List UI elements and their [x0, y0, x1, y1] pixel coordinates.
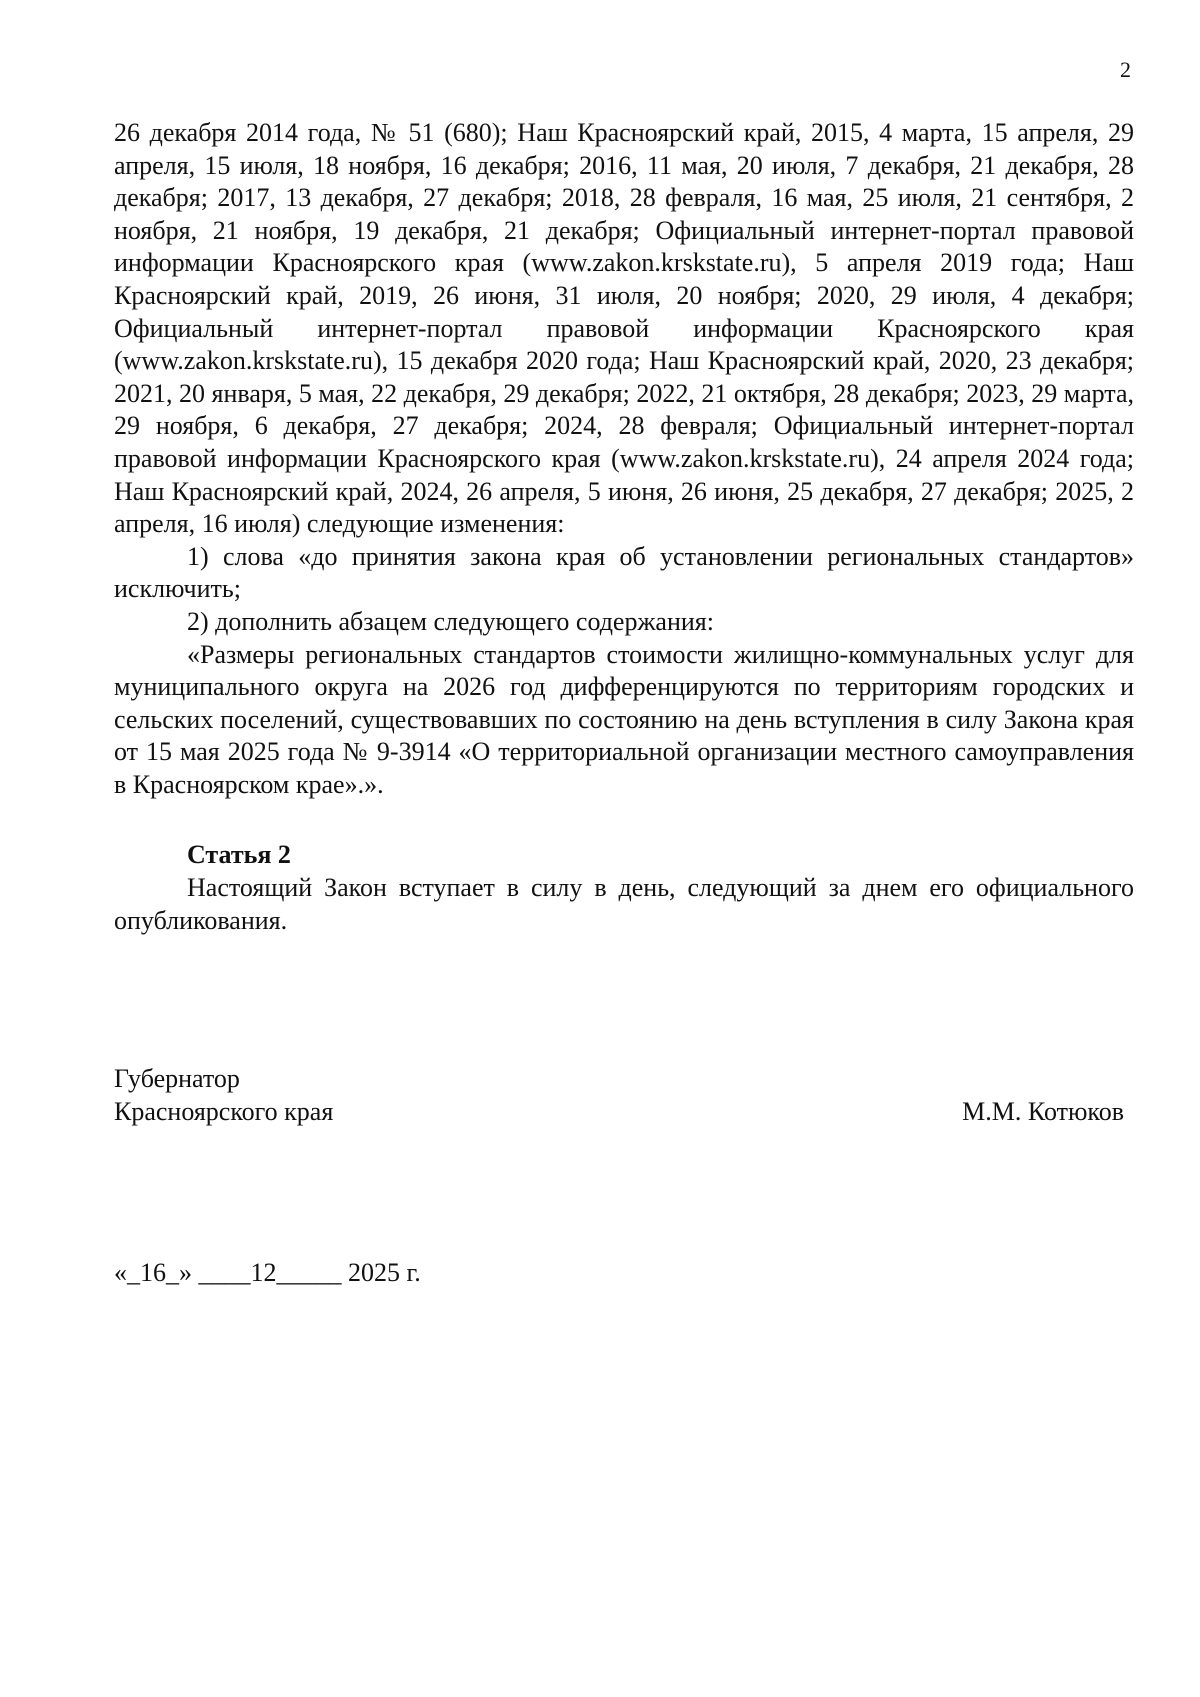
page-number: 2 — [1120, 57, 1131, 82]
signatory-name: М.М. Котюков — [962, 1096, 1124, 1126]
document-body — [114, 117, 1134, 937]
signature-block — [114, 1063, 1134, 1128]
signatory-title-line-1: Губернатор — [114, 1064, 240, 1093]
article-2-heading: Статья 2 — [187, 840, 291, 870]
signing-date: «_16_» ____12_____ 2025 г. — [114, 1258, 421, 1287]
inserted-paragraph: «Размеры региональных стандартов стоимости жилищно-коммунальных услуг для муниципального округа на 2026 год дифференцируются по территориям городских и сельских поселений, существовавших по состоянию на день вступления в силу Закона края от 15 мая 2025 года № 9-3914 «О территориальной организации местного самоуправления в Красноярском крае».». — [114, 639, 1134, 799]
amendment-item-2: 2) дополнить абзацем следующего содержания: — [187, 606, 714, 636]
amendment-item-1: 1) слова «до принятия закона края об установлении региональных стандартов» исключить; — [114, 541, 1134, 604]
signatory-line — [114, 1096, 1134, 1129]
signatory-title-line-2: Красноярского края — [114, 1096, 334, 1126]
amendment-sources-paragraph: 26 декабря 2014 года, № 51 (680); Наш Красноярский край, 2015, 4 марта, 15 апреля, 29 апреля, 15 июля, 18 ноября, 16 декабря; 2016, 11 мая, 20 июля, 7 декабря, 21 декабря, 28 декабря; 2017, 13 декабря, 27 декабря; 2018, 28 февраля, 16 мая, 25 июля, 21 сентября, 2 ноября, 21 ноября, 19 декабря, 21 декабря; Официальный интернет-портал правовой информации Красноярского края (www.zakon.krskstate.ru), 5 апреля 2019 года; Наш Красноярский край, 2019, 26 июня, 31 июля, 20 ноября; 2020, 29 июля, 4 декабря; Официальный интернет-портал правовой информации Красноярского края (www.zakon.krskstate.ru), 15 декабря 2020 года; Наш Красноярский край, 2020, 23 декабря; 2021, 20 января, 5 мая, 22 декабря, 29 декабря; 2022, 21 октября, 28 декабря; 2023, 29 марта, 29 ноября, 6 декабря, 27 декабря; 2024, 28 февраля; Официальный интернет-портал правовой информации Красноярского края (www.zakon.krskstate.ru), 24 апреля 2024 года; Наш Красноярский край, 2024, 26 апреля, 5 июня, 26 июня, 25 декабря, 27 декабря; 2025, 2 апреля, 16 июля) следующие изменения: — [114, 118, 1134, 539]
article-2-text: Настоящий Закон вступает в силу в день, следующий за днем его официального опубликования. — [114, 873, 1134, 935]
